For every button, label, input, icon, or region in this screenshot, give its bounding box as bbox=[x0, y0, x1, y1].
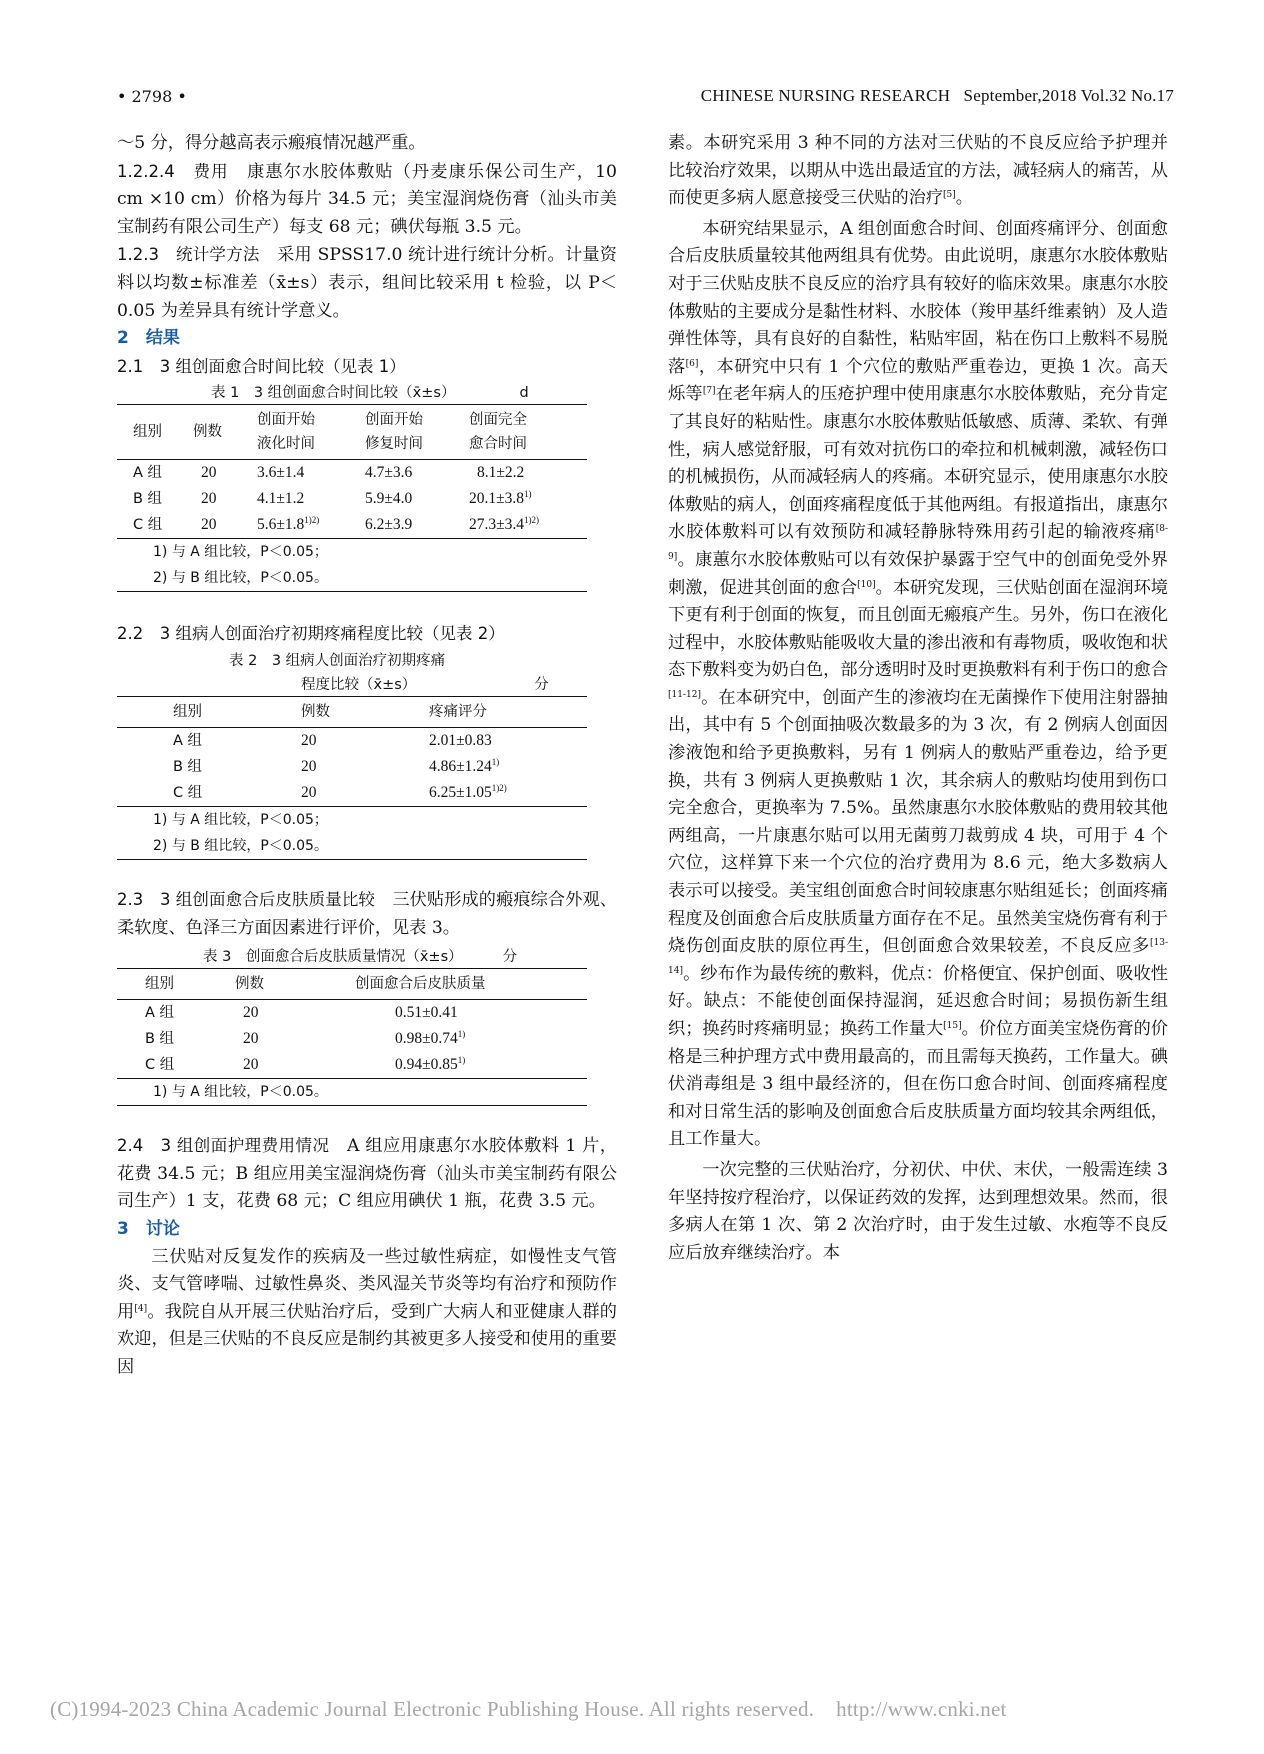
table-3-grid bbox=[117, 968, 587, 1106]
table-3 bbox=[117, 946, 587, 1106]
cell-value: 6.25±1.05 bbox=[429, 783, 492, 801]
citation: [5] bbox=[943, 190, 956, 201]
table-cell bbox=[469, 512, 587, 538]
discussion-text: 。我院自从开展三伏贴治疗后，受到广大病人和亚健康人群的欢迎，但是三伏贴的不良反应是制约其被更多人接受和使用的重要因 bbox=[117, 1301, 617, 1377]
subsection-heading-2-4: 2.4 3 组创面护理费用情况 bbox=[117, 1136, 330, 1156]
table-cell: 20 bbox=[243, 1030, 259, 1048]
subsection-heading-2-3: 2.3 3 组创面愈合后皮肤质量比较 bbox=[117, 889, 376, 909]
running-header bbox=[117, 80, 1174, 106]
cell-superscript: 1)2) bbox=[304, 515, 320, 526]
section-2-3-body: 三伏贴形成的瘢痕综合外观、柔软度、色泽三方面因素进行评价，见表 3。 bbox=[117, 889, 617, 938]
paragraph-statistics bbox=[117, 241, 617, 325]
table-row bbox=[117, 727, 587, 754]
table-cell: 20 bbox=[201, 490, 217, 508]
table-cell: 20 bbox=[201, 516, 217, 534]
table-row bbox=[117, 780, 587, 806]
citation: [15] bbox=[943, 1021, 962, 1031]
table-cell: C 组 bbox=[133, 517, 163, 534]
cell-value: 5.6±1.8 bbox=[257, 516, 305, 534]
table-1-header: 组别 bbox=[117, 405, 193, 460]
subsection-heading-2-2: 2.2 3 组病人创面治疗初期疼痛程度比较（见表 2） bbox=[117, 624, 505, 644]
section-heading-results: 2 结果 bbox=[117, 328, 180, 349]
section-heading-discussion: 3 讨论 bbox=[117, 1218, 180, 1239]
table-2-caption-line-2 bbox=[117, 674, 587, 696]
paragraph-continuation: ～5 分，得分越高表示瘢痕情况越严重。 bbox=[117, 133, 426, 153]
table-2-header: 疼痛评分 bbox=[429, 696, 587, 727]
table-2-note: 2) 与 B 组比较，P＜0.05。 bbox=[153, 837, 328, 854]
table-3-caption-line bbox=[117, 946, 587, 968]
paragraph-2-4 bbox=[117, 1132, 617, 1216]
citation: [13-14] bbox=[668, 938, 1168, 976]
cell-superscript: 1)2) bbox=[491, 782, 507, 793]
table-3-unit: 分 bbox=[502, 949, 518, 966]
cell-superscript: 1) bbox=[457, 1029, 466, 1040]
table-3-caption: 表 3 创面愈合后皮肤质量情况（x̄±s） bbox=[203, 949, 463, 966]
table-3-header: 创面愈合后皮肤质量 bbox=[355, 969, 587, 1000]
table-cell: 20 bbox=[301, 731, 317, 749]
table-3-header: 组别 bbox=[117, 969, 235, 1000]
journal-issue: September,2018 Vol.32 No.17 bbox=[963, 86, 1174, 105]
cell-value: 0.94±0.85 bbox=[395, 1056, 458, 1074]
page-number: • 2798 • bbox=[117, 87, 187, 106]
table-1 bbox=[117, 382, 587, 592]
citation: [4] bbox=[134, 1303, 148, 1314]
footer-url[interactable]: http://www.cnki.net bbox=[836, 1697, 1007, 1721]
table-2-header: 例数 bbox=[301, 696, 429, 727]
paragraph-continuation-right bbox=[668, 130, 1168, 213]
body-text: 。纱布作为最传统的敷料，优点：价格便宜、保护创面、吸收性好。缺点：不能使创面保持湿润，延迟愈合时间；易损伤新生组织；换药时疼痛明显；换药工作量大 bbox=[668, 963, 1168, 1039]
table-row bbox=[117, 1026, 587, 1052]
table-1-caption-line bbox=[117, 382, 587, 404]
table-cell bbox=[429, 754, 587, 780]
table-cell: 20 bbox=[201, 464, 217, 482]
cell-superscript: 1) bbox=[491, 756, 500, 767]
table-cell bbox=[469, 486, 587, 512]
table-cell: 4.1±1.2 bbox=[257, 490, 305, 508]
journal-info bbox=[701, 86, 1174, 106]
paragraph-2-3 bbox=[117, 886, 617, 942]
subsection-heading-statistics: 1.2.3 统计学方法 bbox=[117, 245, 260, 265]
cost-body: 康惠尔水胶体敷贴（丹麦康乐保公司生产，10 cm ×10 cm）价格为每片 34.5 元；美宝湿润烧伤膏（汕头市美宝制药有限公司生产）每支 68 元；碘伏每瓶 3.5 元。 bbox=[117, 161, 617, 237]
cell-value: 0.98±0.74 bbox=[395, 1030, 458, 1048]
body-text: 。本研究发现，三伏贴创面在湿润环境下更有利于创面的恢复，而且创面无瘢痕产生。另外，伤口在液化过程中，水胶体敷贴能吸收大量的渗出液和有毒物质，吸收饱和状态下敷料变为奶白色，部分透明时及时更换敷料有利于伤口的愈合 bbox=[668, 577, 1168, 681]
table-1-caption: 表 1 3 组创面愈合时间比较（x̄±s） bbox=[211, 385, 456, 402]
table-cell: 6.2±3.9 bbox=[365, 516, 413, 534]
table-1-note: 2) 与 B 组比较，P＜0.05。 bbox=[153, 570, 328, 587]
table-cell bbox=[355, 1026, 587, 1052]
table-cell: C 组 bbox=[173, 784, 203, 801]
cell-value: 27.3±3.4 bbox=[469, 516, 525, 534]
table-cell: C 组 bbox=[145, 1057, 175, 1074]
paragraph-discussion-3: 一次完整的三伏贴治疗，分初伏、中伏、末伏，一般需连续 3 年坚持按疗程治疗，以保证药效的发挥，达到理想效果。然而，很多病人在第 1 次、第 2 次治疗时，由于发生过敏、水疱等不良反应后放弃继续治疗。本 bbox=[668, 1159, 1168, 1263]
table-cell: A 组 bbox=[133, 465, 163, 482]
section-2-4-body: A 组应用康惠尔水胶体敷料 1 片，花费 34.5 元；B 组应用美宝湿润烧伤膏（汕头市美宝制药有限公司生产）1 支，花费 68 元；C 组应用碘伏 1 瓶，花费 3.5 元。 bbox=[117, 1136, 617, 1212]
table-cell: 20 bbox=[243, 1004, 259, 1022]
subsection-heading-cost: 1.2.2.4 费用 bbox=[117, 161, 229, 181]
table-cell: B 组 bbox=[173, 758, 203, 775]
table-cell: 4.7±3.6 bbox=[365, 464, 413, 482]
journal-name: CHINESE NURSING RESEARCH bbox=[700, 86, 951, 105]
body-text: 素。本研究采用 3 种不同的方法对三伏贴的不良反应给予护理并比较治疗效果，以期从中选出最适宜的方法，减轻病人的痛苦，从而使更多病人愿意接受三伏贴的治疗 bbox=[668, 133, 1168, 209]
citation: [6] bbox=[685, 358, 699, 369]
cell-superscript: 1) bbox=[457, 1055, 466, 1066]
table-row bbox=[117, 486, 587, 512]
paragraph-cost bbox=[117, 158, 617, 242]
body-text: 。 bbox=[955, 188, 973, 209]
table-cell bbox=[355, 1052, 587, 1078]
table-cell: 20 bbox=[301, 757, 317, 775]
copyright-text: (C)1994-2023 China Academic Journal Electronic Publishing House. All rights reserved. bbox=[50, 1697, 815, 1721]
discussion-text: 三伏贴对反复发作的疾病及一些过敏性病症，如慢性支气管炎、支气管哮喘、过敏性鼻炎、类风湿关节炎等均有治疗和预防作用 bbox=[117, 1246, 617, 1322]
table-row bbox=[117, 1000, 587, 1027]
body-text: 。在本研究中，创面产生的渗液均在无菌操作下使用注射器抽出，其中有 5 个创面抽吸次数最多的为 3 次，有 2 例病人创面因渗液饱和给予更换敷料，另有 1 例病人的敷贴严重卷边，给予更换，共有 3 例病人更换敷贴 1 次，其余病人的敷贴均使用到伤口完全愈合，更换率为 7.5%。虽然康惠尔水胶体敷贴的费用较其他两组高，一片康惠尔贴可以用无菌剪刀裁剪成 4 块，可用于 4 个穴位，这样算下来一个穴位的治疗费用为 8.6 元，绝大多数病人表示可以接受。美宝组创面愈合时间较康惠尔贴组延长；创面疼痛程度及创面愈合后皮肤质量方面存在不足。虽然美宝烧伤膏有利于烧伤创面皮肤的原位再生，但创面愈合效果较差，不良反应多 bbox=[668, 687, 1168, 957]
paragraph-discussion-2 bbox=[668, 216, 1168, 1154]
statistics-body: 采用 SPSS17.0 统计进行统计分析。计量资料以均数±标准差（x̄±s）表示，组间比较采用 t 检验，以 P＜0.05 为差异具有统计学意义。 bbox=[117, 245, 617, 321]
cell-superscript: 1) bbox=[524, 489, 532, 500]
table-cell: A 组 bbox=[173, 732, 203, 749]
citation: [7] bbox=[702, 386, 716, 397]
cell-superscript: 1)2) bbox=[524, 515, 540, 526]
body-text: 。价位方面美宝烧伤膏的价格是三种护理方式中费用最高的，而且需每天换药，工作量大。碘伏消毒组是 3 组中最经济的，但在伤口愈合时间、创面疼痛程度和对日常生活的影响及创面愈合后皮肤质量方面均较其余两组低，且工作量大。 bbox=[668, 1019, 1168, 1150]
table-cell: A 组 bbox=[145, 1005, 175, 1022]
right-column bbox=[668, 130, 1168, 1267]
table-2-note: 1) 与 A 组比较，P＜0.05； bbox=[117, 806, 587, 833]
left-column bbox=[117, 130, 617, 1381]
table-cell: 20 bbox=[243, 1056, 259, 1074]
citation: [11-12] bbox=[668, 689, 701, 700]
table-3-note: 1) 与 A 组比较，P＜0.05。 bbox=[117, 1078, 587, 1105]
table-1-unit: d bbox=[519, 385, 529, 402]
table-cell: 3.6±1.4 bbox=[257, 464, 305, 482]
body-text: 。康蕙尔水胶体敷贴可以有效保护暴露于空气中的创面免受外界刺激，促进其创面的愈合 bbox=[668, 549, 1168, 598]
table-2-caption: 程度比较（x̄±s） bbox=[301, 676, 417, 693]
table-row bbox=[117, 460, 587, 487]
table-3-header: 例数 bbox=[235, 969, 355, 1000]
table-cell: 0.51±0.41 bbox=[395, 1004, 458, 1022]
cell-value: 20.1±3.8 bbox=[469, 490, 525, 508]
table-cell: 8.1±2.2 bbox=[477, 464, 525, 482]
table-1-header: 例数 bbox=[193, 405, 257, 460]
table-cell bbox=[429, 780, 587, 806]
table-cell bbox=[257, 512, 365, 538]
paragraph-discussion-1 bbox=[117, 1244, 617, 1382]
table-1-header: 创面完全 愈合时间 bbox=[469, 405, 587, 460]
table-2-unit: 分 bbox=[534, 676, 549, 693]
body-text: ，本研究中只有 1 个穴位的敷贴严重卷边，更换 1 次。高天烁等 bbox=[668, 356, 1168, 405]
table-2-grid bbox=[117, 696, 587, 860]
citation: [8-9] bbox=[668, 524, 1168, 562]
table-cell: 2.01±0.83 bbox=[429, 731, 492, 749]
table-row bbox=[117, 754, 587, 780]
table-row bbox=[117, 512, 587, 538]
citation: [10] bbox=[857, 579, 876, 590]
table-cell: B 组 bbox=[133, 491, 163, 508]
table-cell: B 组 bbox=[145, 1031, 175, 1048]
body-text: 本研究结果显示，A 组创面愈合时间、创面疼痛评分、创面愈合后皮肤质量较其他两组具有优势。由此说明，康惠尔水胶体敷贴对于三伏贴皮肤不良反应的治疗具有较好的临床效果。康惠尔水胶体敷贴的主要成分是黏性材料、水胶体（羧甲基纤维素钠）及人造弹性体等，具有良好的自黏性，粘贴牢固，粘在伤口上敷料不易脱落 bbox=[668, 218, 1168, 377]
table-cell: 20 bbox=[301, 783, 317, 801]
body-text: 在老年病人的压疮护理中使用康惠尔水胶体敷贴，充分肯定了其良好的粘贴性。康惠尔水胶体敷贴低敏感、质薄、柔软、有弹性，病人感觉舒服，可有效对抗伤口的牵拉和机械刺激，减轻伤口的机械损伤，从而减轻病人的疼痛。本研究显示，使用康惠尔水胶体敷贴的病人，创面疼痛程度低于其他两组。有报道指出，康惠尔水胶体敷料可以有效预防和减轻静脉特殊用药引起的输液疼痛 bbox=[668, 384, 1168, 543]
table-2-header: 组别 bbox=[117, 696, 301, 727]
cell-value: 4.86±1.24 bbox=[429, 757, 492, 775]
table-cell: 5.9±4.0 bbox=[365, 490, 413, 508]
table-1-grid bbox=[117, 404, 587, 592]
table-1-header: 创面开始 液化时间 bbox=[257, 405, 365, 460]
table-row bbox=[117, 1052, 587, 1078]
table-2 bbox=[117, 650, 587, 860]
copyright-footer bbox=[50, 1697, 1230, 1722]
table-1-header: 创面开始 修复时间 bbox=[365, 405, 469, 460]
table-1-note: 1) 与 A 组比较，P＜0.05； bbox=[117, 538, 587, 565]
subsection-heading-2-1: 2.1 3 组创面愈合时间比较（见表 1） bbox=[117, 356, 406, 376]
table-2-caption-line-1: 表 2 3 组病人创面治疗初期疼痛 bbox=[229, 652, 446, 669]
